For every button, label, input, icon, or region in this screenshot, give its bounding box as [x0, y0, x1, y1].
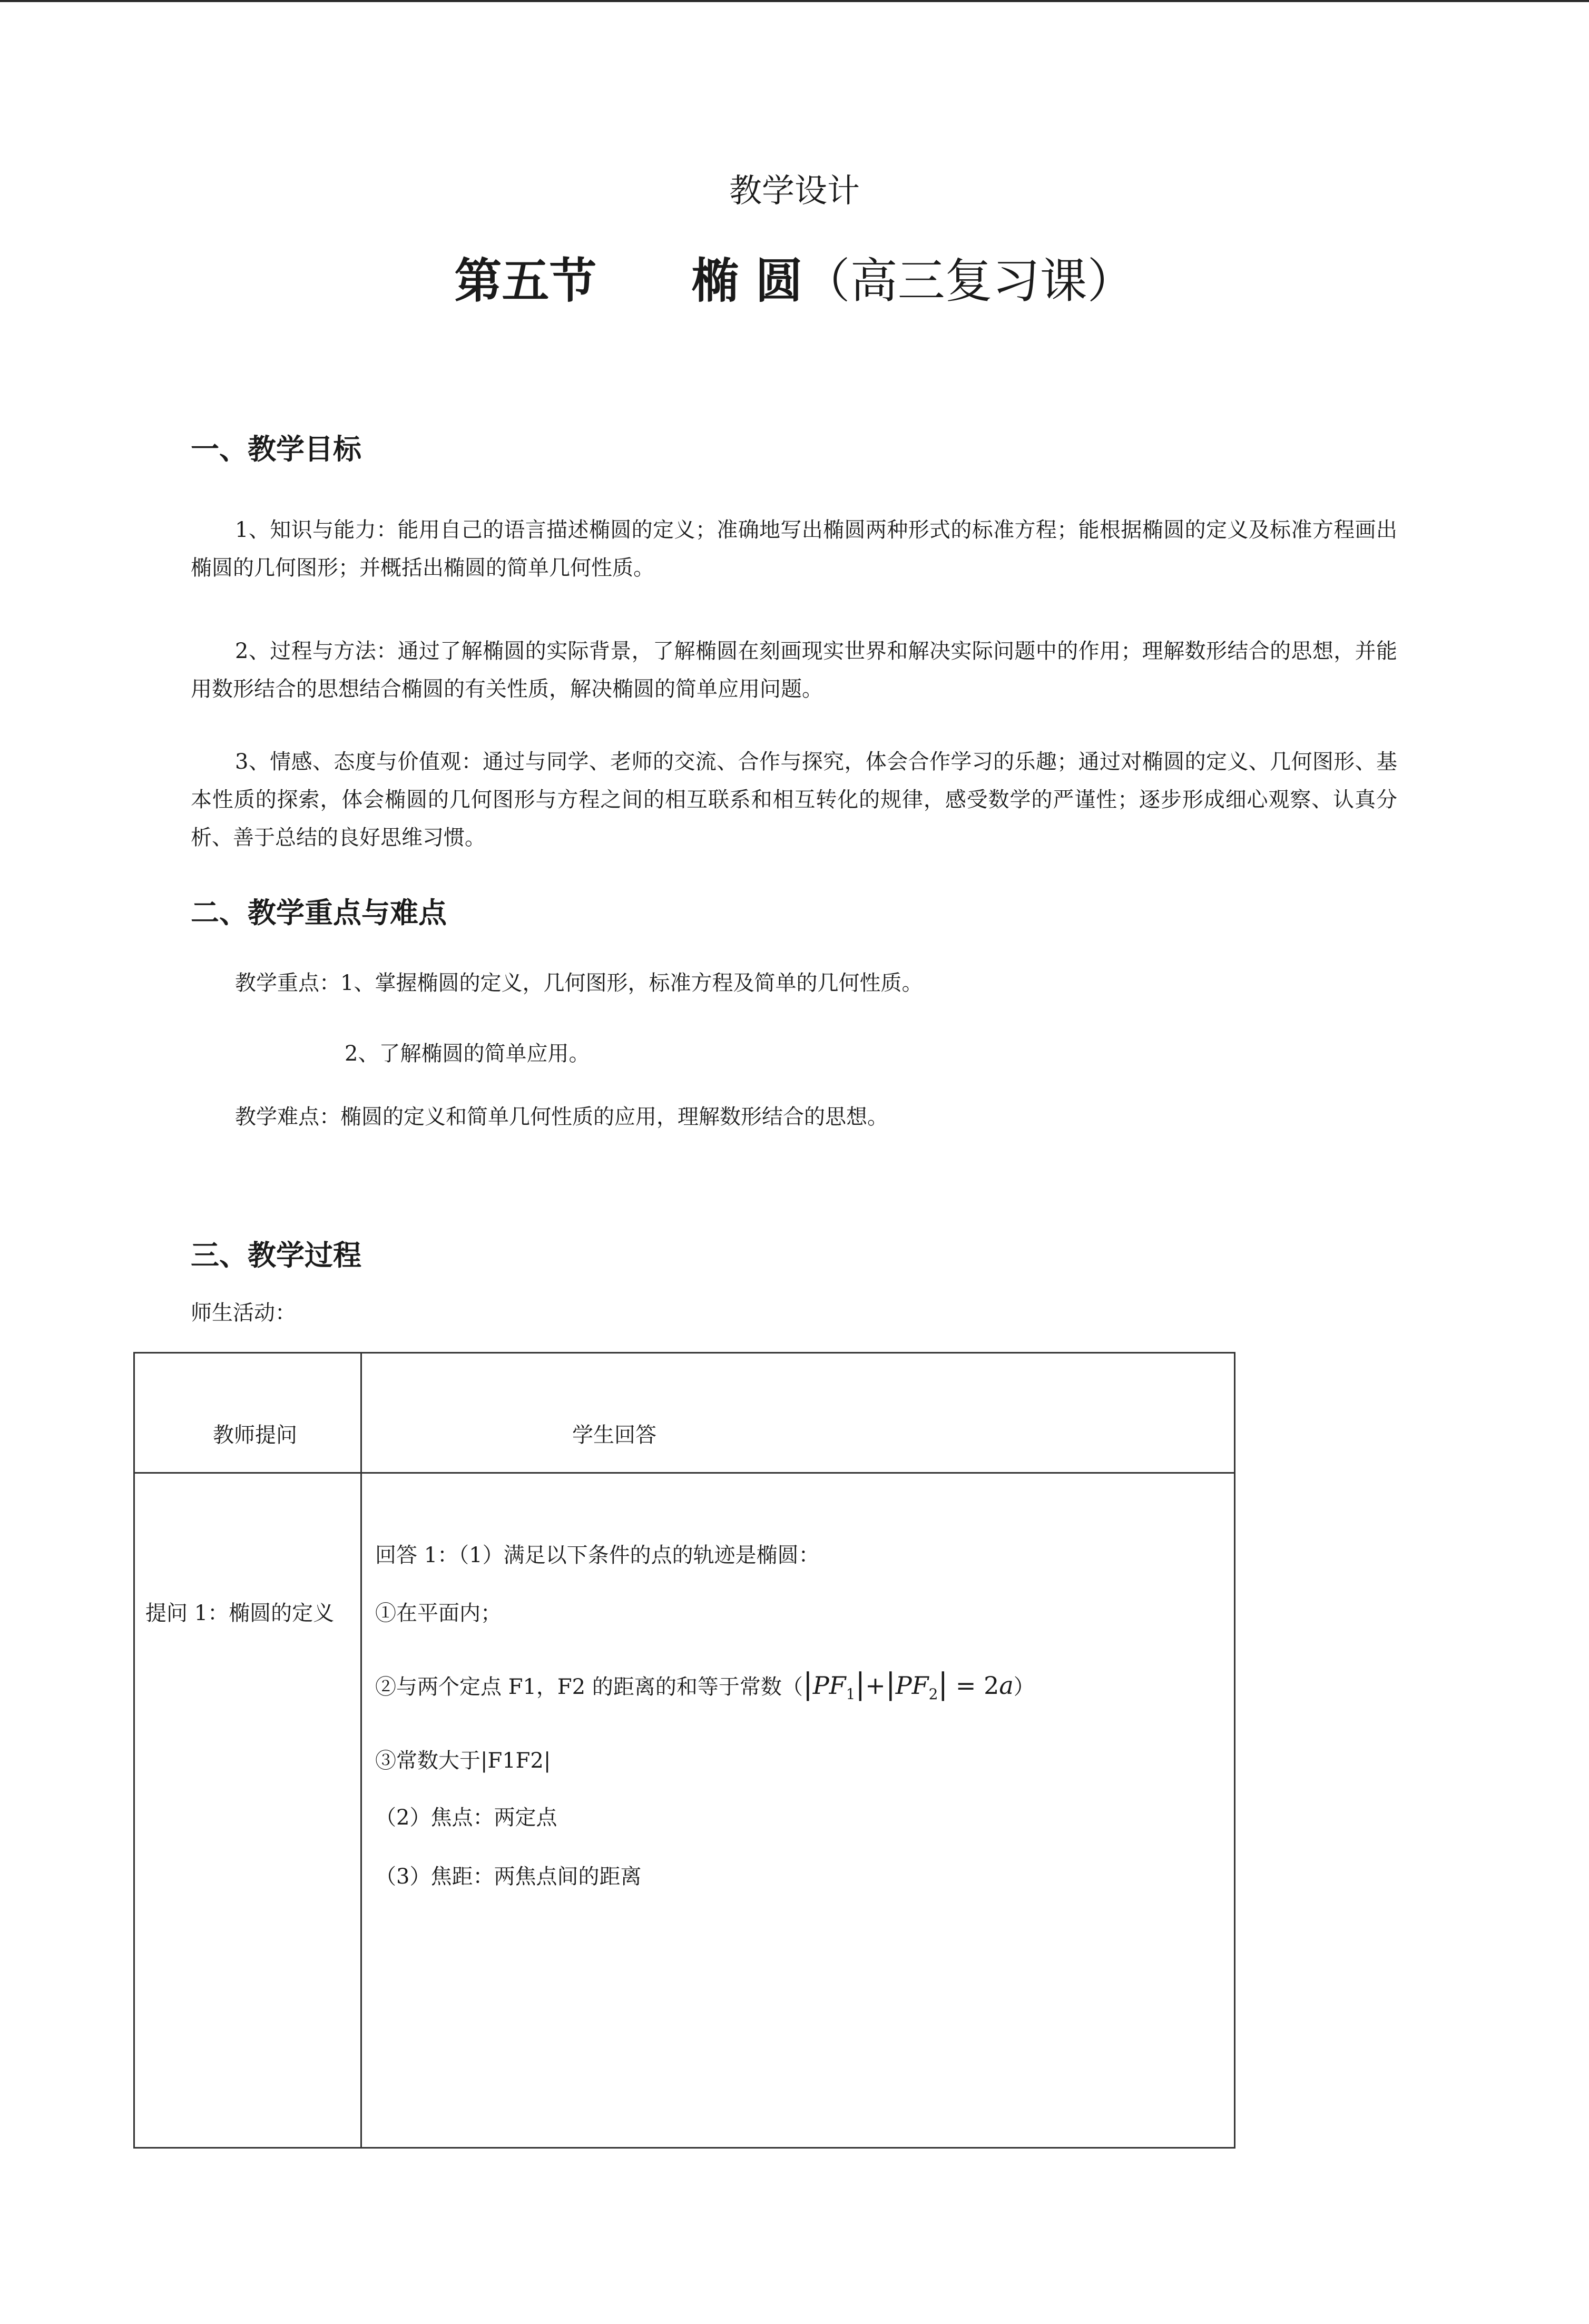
answer-line-1: 回答 1：（1）满足以下条件的点的轨迹是椭圆： [375, 1543, 820, 1567]
answer-line-2: ①在平面内； [375, 1601, 502, 1625]
lesson-title [0, 242, 1589, 311]
header-teacher-question: 教师提问 [213, 1423, 297, 1447]
section1-heading: 一、教学目标 [191, 433, 361, 466]
table-column-divider [360, 1352, 362, 2149]
difficulty-point: 教学难点：椭圆的定义和简单几何性质的应用，理解数形结合的思想。 [235, 1105, 888, 1129]
top-border-line [0, 0, 1589, 2]
answer-line-5: （2）焦点：两定点 [375, 1806, 557, 1830]
section2-heading: 二、教学重点与难点 [191, 896, 447, 929]
key-point-2: 2、了解椭圆的简单应用。 [345, 1042, 590, 1066]
key-point-1: 教学重点：1、掌握椭圆的定义，几何图形，标准方程及简单的几何性质。 [235, 971, 923, 995]
table-header-divider [133, 1472, 1235, 1474]
answer-line-3: ②与两个定点 F1，F2 的距离的和等于常数$(|PF_1|+|PF_2| = 2a)$ [375, 1667, 1035, 1703]
activity-label: 师生活动： [191, 1301, 296, 1325]
objective-knowledge: 1、知识与能力：能用自己的语言描述椭圆的定义；准确地写出椭圆两种形式的标准方程；能根据椭圆的定义及标准方程画出椭圆的几何图形；并概括出椭圆的简单几何性质。 [191, 518, 1397, 580]
answer-line-6: （3）焦距：两焦点间的距离 [375, 1865, 642, 1889]
question-1: 提问 1：椭圆的定义 [145, 1601, 335, 1625]
document-header-title: 教学设计 [729, 171, 860, 210]
ellipse-definition-formula: $|PF_1|+|PF_2| = 2a$ [802, 1667, 1014, 1703]
answer-line-3-text: ②与两个定点 F1，F2 的距离的和等于常数（ [375, 1675, 803, 1699]
lesson-title-subtitle: （高三复习课） [802, 253, 1135, 309]
answer-line-4: ③常数大于|F1F2| [375, 1749, 551, 1773]
section3-heading: 三、教学过程 [191, 1239, 361, 1272]
lesson-table [133, 1352, 1235, 2149]
header-student-answer: 学生回答 [572, 1423, 656, 1447]
lesson-title-main: 第五节 椭 圆 [454, 253, 803, 309]
objective-process: 2、过程与方法：通过了解椭圆的实际背景，了解椭圆在刻画现实世界和解决实际问题中的作用；理解数形结合的思想，并能用数形结合的思想结合椭圆的有关性质，解决椭圆的简单应用问题。 [191, 639, 1397, 701]
objective-attitude: 3、情感、态度与价值观：通过与同学、老师的交流、合作与探究，体会合作学习的乐趣；通过对椭圆的定义、几何图形、基本性质的探索，体会椭圆的几何图形与方程之间的相互联系和相互转化的规律，感受数学的严谨性；逐步形成细心观察、认真分析、善于总结的良好思维习惯。 [191, 750, 1397, 850]
